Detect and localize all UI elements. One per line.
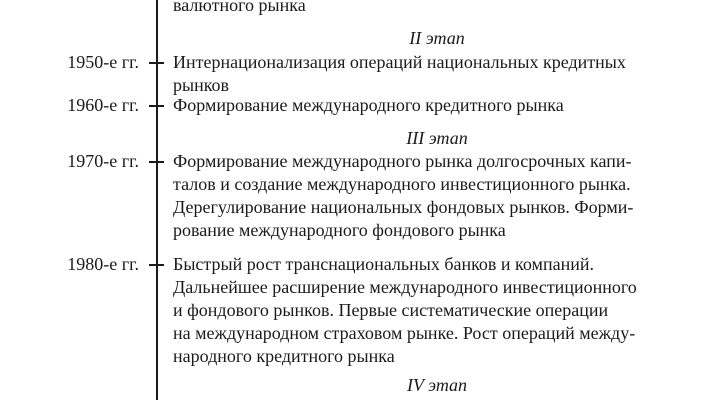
entry-line: Дерегулирование национальных фондовых рынков. Форми-: [173, 197, 634, 217]
entry-text-1960s: [173, 94, 703, 117]
stage-heading-3: III этап: [406, 128, 468, 148]
entry-line: Формирование международного рынка долгосрочных капи-: [173, 151, 632, 171]
year-label-1950s: 1950-е гг.: [67, 52, 139, 72]
entry-text-1970s: [173, 150, 703, 242]
entry-line: талов и создание международного инвестиционного рынка.: [173, 174, 631, 194]
entry-line: рынков: [173, 75, 230, 95]
entry-line: Дальнейшее расширение международного инвестиционного: [173, 277, 637, 297]
timeline-axis: [156, 0, 158, 400]
stage-heading-2: II этап: [409, 28, 465, 48]
entry-line: Интернационализация операций национальных кредитных: [173, 52, 626, 72]
entry-line: и фондового рынков. Первые систематические операции: [173, 300, 609, 320]
stage-heading-4: IV этап: [406, 375, 468, 395]
entry-line: на международном страховом рынке. Рост операций между-: [173, 323, 636, 343]
fragment-line: валютного рынка: [173, 0, 306, 15]
entry-line: народного кредитного рынка: [173, 346, 395, 366]
tick-1970s: [149, 161, 164, 163]
entry-text-1950s: [173, 51, 703, 97]
entry-line: Быстрый рост транснациональных банков и компаний.: [173, 254, 594, 274]
year-label-1960s: 1960-е гг.: [67, 95, 139, 115]
year-label-1970s: 1970-е гг.: [67, 151, 139, 171]
tick-1960s: [149, 105, 164, 107]
previous-entry-fragment: [173, 0, 703, 17]
entry-text-1980s: [173, 253, 703, 368]
entry-line: Формирование международного кредитного рынка: [173, 95, 564, 115]
entry-line: рование международного фондового рынка: [173, 220, 506, 240]
year-label-1980s: 1980-е гг.: [67, 254, 139, 274]
tick-1950s: [149, 62, 164, 64]
tick-1980s: [149, 264, 164, 266]
